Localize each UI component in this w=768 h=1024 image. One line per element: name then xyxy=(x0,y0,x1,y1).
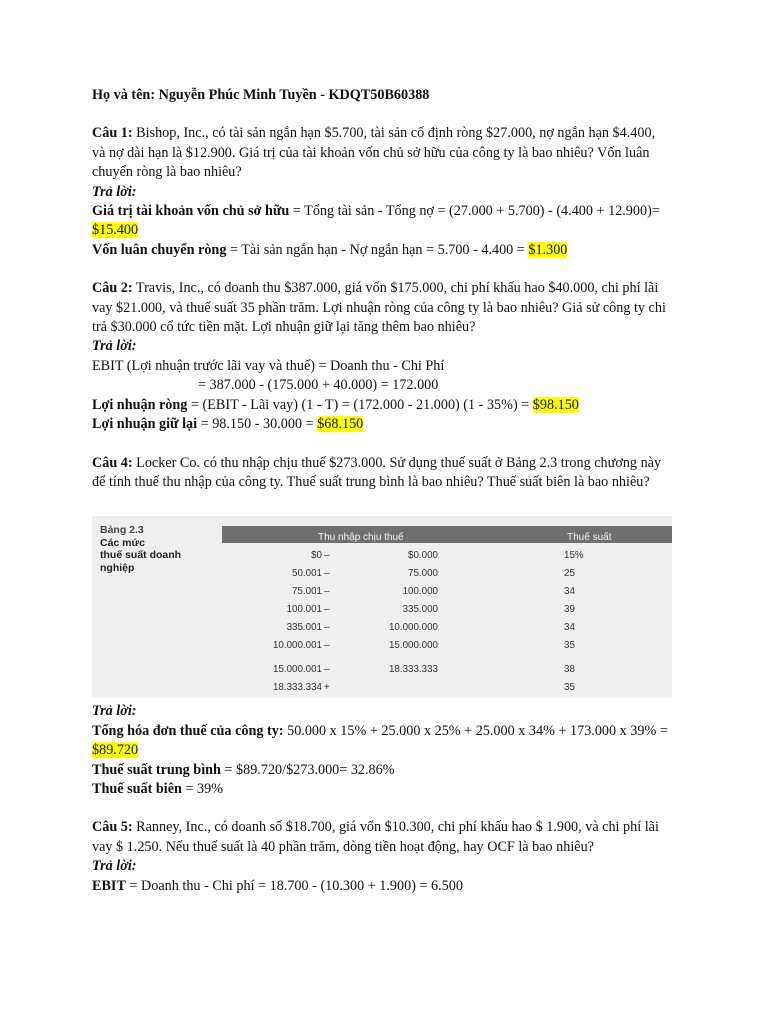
question-2-text: Travis, Inc., có doanh thu $387.000, giá vốn $175.000, chi phí khấu hao $40.000, chi phí lãi vay $21.000, và thuế suất 35 phần trăm. Lợi nhuận ròng của công ty là bao nhiêu? Giả sử công ty chi trả $30.000 cổ tức tiền mặt. Lợi nhuận giữ lại tăng thêm bao nhiêu? xyxy=(92,280,666,336)
question-2 xyxy=(92,279,672,337)
tax-bill-result: $89.720 xyxy=(92,742,139,759)
average-rate-label: Thuế suất trung bình xyxy=(92,761,221,778)
column-header-rate: Thuế suất xyxy=(567,532,612,544)
table-row xyxy=(222,636,672,653)
ebit-q5-formula: = Doanh thu - Chi phí = 18.700 - (10.300 + 1.900) = 6.500 xyxy=(125,877,463,894)
equity-line xyxy=(92,202,672,241)
retained-earnings-result: $68.150 xyxy=(317,416,364,433)
table-row xyxy=(222,582,672,599)
tax-bill-formula: 50.000 x 15% + 25.000 x 25% + 25.000 x 34% + 173.000 x 39% = xyxy=(283,722,668,739)
table-row xyxy=(222,600,672,617)
tax-rate: 15% xyxy=(564,550,584,562)
marginal-rate-value: = 39% xyxy=(181,780,223,797)
ebit-q5-line xyxy=(92,877,672,896)
tax-rate-table-image xyxy=(92,516,672,698)
income-to: 18.333.333 xyxy=(388,664,438,676)
question-4 xyxy=(92,454,672,493)
table-caption-line: thuế suất doanh xyxy=(100,549,182,562)
income-to: 15.000.000 xyxy=(388,640,438,652)
tax-rate: 38 xyxy=(564,664,575,676)
range-separator: – xyxy=(324,550,330,562)
table-caption-line: nghiệp xyxy=(100,561,135,574)
question-5 xyxy=(92,818,672,857)
marginal-rate-line xyxy=(92,780,672,799)
tax-rate: 34 xyxy=(564,622,575,634)
retained-earnings-formula: = 98.150 - 30.000 = xyxy=(197,416,318,433)
question-5-text: Ranney, Inc., có doanh số $18.700, giá vốn $10.300, chi phí khấu hao $ 1.900, và chi phí lãi vay $ 1.250. Nếu thuế suất là 40 phần trăm, dòng tiền hoạt động, hay OCF là bao nhiêu? xyxy=(92,819,659,855)
tax-bill-line xyxy=(92,722,672,761)
income-to: 100.000 xyxy=(402,586,438,598)
income-from: 75.001 xyxy=(292,586,322,598)
answer-label-1: Trả lời: xyxy=(92,183,137,200)
range-separator: – xyxy=(324,586,330,598)
range-separator: – xyxy=(324,640,330,652)
document-body xyxy=(92,86,672,896)
answer-label-2: Trả lời: xyxy=(92,338,137,355)
tax-rate: 35 xyxy=(564,682,575,694)
table-caption-line: Các mức xyxy=(100,536,145,549)
income-to: 335.000 xyxy=(402,604,438,616)
working-capital-line xyxy=(92,241,672,260)
table-header xyxy=(222,526,672,543)
tax-rate: 34 xyxy=(564,586,575,598)
net-income-result: $98.150 xyxy=(532,396,579,413)
retained-earnings-label: Lợi nhuận giữ lại xyxy=(92,416,198,433)
question-1-text: Bishop, Inc., có tài sản ngắn hạn $5.700, tài sản cố định ròng $27.000, nợ ngắn hạn $4.400, và nợ dài hạn là $12.900. Giá trị của tài khoản vốn chủ sở hữu của công ty là bao nhiêu? Vốn luân chuyển ròng là bao nhiêu? xyxy=(92,125,656,181)
working-capital-formula: = Tài sản ngắn hạn - Nợ ngắn hạn = 5.700 - 4.400 = xyxy=(226,241,529,258)
student-header: Họ và tên: Nguyễn Phúc Minh Tuyền - KDQT50B60388 xyxy=(92,87,430,103)
tax-rate: 25 xyxy=(564,568,575,580)
range-separator: – xyxy=(324,604,330,616)
income-from: 15.000.001 xyxy=(272,664,322,676)
net-income-formula: = (EBIT - Lãi vay) (1 - T) = (172.000 - 21.000) (1 - 35%) = xyxy=(187,396,533,413)
retained-earnings-line xyxy=(92,415,672,434)
range-separator: – xyxy=(324,664,330,676)
income-from: 18.333.334 xyxy=(272,682,322,694)
average-rate-line xyxy=(92,761,672,780)
equity-label: Giá trị tài khoản vốn chủ sở hữu xyxy=(92,203,290,220)
average-rate-formula: = $89.720/$273.000= 32.86% xyxy=(220,761,395,778)
table-row xyxy=(222,564,672,581)
tax-rate: 39 xyxy=(564,604,575,616)
table-caption-title: Bảng 2.3 xyxy=(100,524,144,537)
question-1 xyxy=(92,124,672,182)
income-from: $0 xyxy=(311,550,322,562)
marginal-rate-label: Thuế suất biên xyxy=(92,780,182,797)
question-1-label: Câu 1: xyxy=(92,125,133,142)
ebit-line-1: EBIT (Lợi nhuận trước lãi vay và thuế) = Doanh thu - Chi Phí xyxy=(92,357,445,374)
question-5-label: Câu 5: xyxy=(92,819,133,836)
income-from: 100.001 xyxy=(286,604,322,616)
tax-bill-label: Tổng hóa đơn thuế của công ty: xyxy=(92,722,284,739)
range-separator: – xyxy=(324,568,330,580)
net-income-label: Lợi nhuận ròng xyxy=(92,396,188,413)
income-to: 75.000 xyxy=(408,568,438,580)
working-capital-label: Vốn luân chuyển ròng xyxy=(92,241,227,258)
answer-label-5: Trả lời: xyxy=(92,858,137,875)
question-4-text: Locker Co. có thu nhập chịu thuế $273.000. Sử dụng thuế suất ở Bảng 2.3 trong chương này để tính thuế thu nhập của công ty. Thuế suất trung bình là bao nhiêu? Thuế suất biên là bao nhiêu? xyxy=(92,454,662,490)
ebit-line-2: = 387.000 - (175.000 + 40.000) = 172.000 xyxy=(198,377,439,394)
income-from: 50.001 xyxy=(292,568,322,580)
range-separator: – xyxy=(324,622,330,634)
table-row xyxy=(222,546,672,563)
table-row xyxy=(222,678,672,695)
column-header-income: Thu nhập chịu thuế xyxy=(318,532,404,544)
equity-result: $15.400 xyxy=(92,222,139,239)
working-capital-result: $1.300 xyxy=(528,241,568,258)
table-row xyxy=(222,660,672,677)
equity-formula: = Tổng tài sản - Tổng nợ = (27.000 + 5.700) - (4.400 + 12.900)= xyxy=(289,203,660,220)
table-row xyxy=(222,618,672,635)
question-2-label: Câu 2: xyxy=(92,280,133,297)
income-from: 10.000.001 xyxy=(272,640,322,652)
tax-rate: 35 xyxy=(564,640,575,652)
income-from: 335.001 xyxy=(286,622,322,634)
income-to: 10.000.000 xyxy=(388,622,438,634)
table-caption xyxy=(100,524,181,574)
ebit-q5-label: EBIT xyxy=(92,877,126,894)
question-4-label: Câu 4: xyxy=(92,454,133,471)
range-separator: + xyxy=(324,682,330,694)
income-to: $0.000 xyxy=(408,550,438,562)
answer-label-4: Trả lời: xyxy=(92,703,137,720)
net-income-line xyxy=(92,396,672,415)
